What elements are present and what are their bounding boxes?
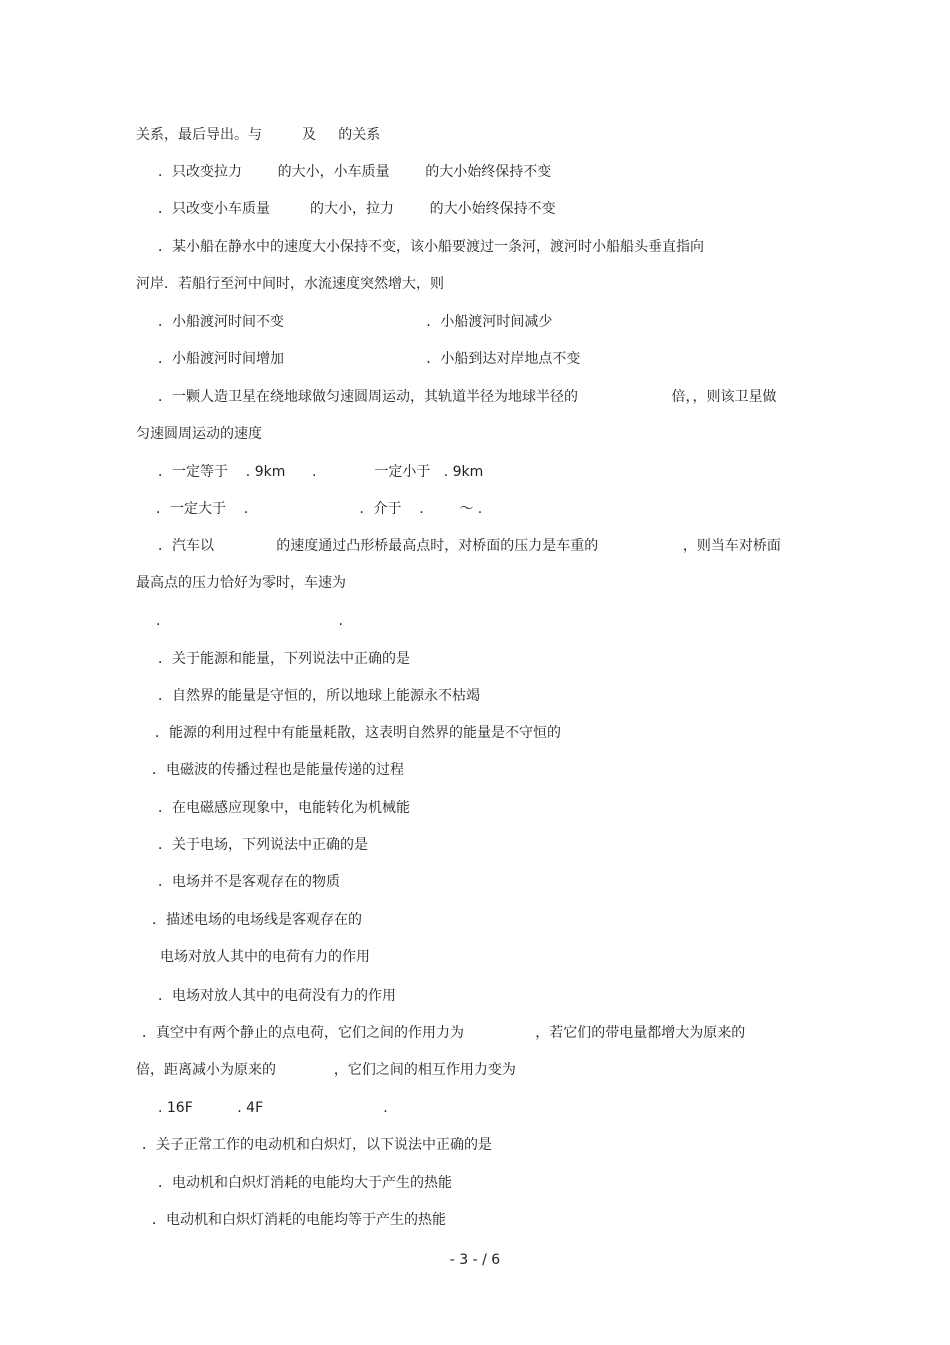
question-car-line-1: ．汽车以 的速度通过凸形桥最高点时，对桥面的压力是车重的 ，则当车对桥面 xyxy=(158,538,781,554)
field-option-d: ．电场对放人其中的电荷没有力的作用 xyxy=(158,988,396,1004)
option-b-line: ．只改变小车质量 的大小，拉力 的大小始终保持不变 xyxy=(158,201,556,217)
energy-option-b: ．能源的利用过程中有能量耗散，这表明自然界的能量是不守恒的 xyxy=(155,725,561,741)
question-energy-line: ．关于能源和能量，下列说法中正确的是 xyxy=(158,651,410,667)
question-satellite-line-1: ．一颗人造卫星在绕地球做匀速圆周运动，其轨道半径为地球半径的 倍，，则该卫星做 xyxy=(158,389,777,405)
question-charge-line-2: 倍，距离减小为原来的 ，它们之间的相互作用力变为 xyxy=(136,1062,516,1078)
satellite-options-row-2: ．一定大于 . ．介于 . ～ . xyxy=(156,501,483,517)
satellite-options-row-1: ．一定等于 . 9km . 一定小于 . 9km xyxy=(158,464,484,480)
boat-options-row-2: ．小船渡河时间增加 ．小船到达对岸地点不变 xyxy=(158,351,581,367)
question-car-line-2: 最高点的压力恰好为零时，车速为 xyxy=(136,575,346,591)
question-boat-line-1: ．某小船在静水中的速度大小保持不变，该小船要渡过一条河，渡河时小船船头垂直指向 xyxy=(158,239,704,255)
page-number: - 3 - / 6 xyxy=(449,1252,501,1268)
question-satellite-line-2: 匀速圆周运动的速度 xyxy=(136,426,262,442)
car-options-row: . . xyxy=(156,613,343,629)
energy-option-d: ．在电磁感应现象中，电能转化为机械能 xyxy=(158,800,410,816)
text-line-1: 关系，最后导出。与 及 的关系 xyxy=(136,127,381,143)
field-option-c: 电场对放人其中的电荷有力的作用 xyxy=(160,949,370,965)
option-a-line: ．只改变拉力 的大小，小车质量 的大小始终保持不变 xyxy=(158,164,552,180)
energy-option-a: ．自然界的能量是守恒的，所以地球上能源永不枯竭 xyxy=(158,688,480,704)
energy-option-c: ．电磁波的传播过程也是能量传递的过程 xyxy=(152,762,404,778)
question-boat-line-2: 河岸．若船行至河中间时，水流速度突然增大，则 xyxy=(136,276,444,292)
question-charge-line-1: ．真空中有两个静止的点电荷，它们之间的作用力为 ，若它们的带电量都增大为原来的 xyxy=(142,1025,746,1041)
question-field-line: ．关于电场，下列说法中正确的是 xyxy=(158,837,368,853)
motor-option-b: ．电动机和白炽灯消耗的电能均等于产生的热能 xyxy=(152,1212,446,1228)
motor-option-a: ．电动机和白炽灯消耗的电能均大于产生的热能 xyxy=(158,1175,452,1191)
field-option-a: ．电场并不是客观存在的物质 xyxy=(158,874,340,890)
boat-options-row-1: ．小船渡河时间不变 ．小船渡河时间减少 xyxy=(158,314,553,330)
question-motor-line: ．关子正常工作的电动机和白炽灯，以下说法中正确的是 xyxy=(142,1137,492,1153)
charge-options-row: . 16F . 4F . xyxy=(158,1100,388,1116)
field-option-b: ．描述电场的电场线是客观存在的 xyxy=(152,912,362,928)
